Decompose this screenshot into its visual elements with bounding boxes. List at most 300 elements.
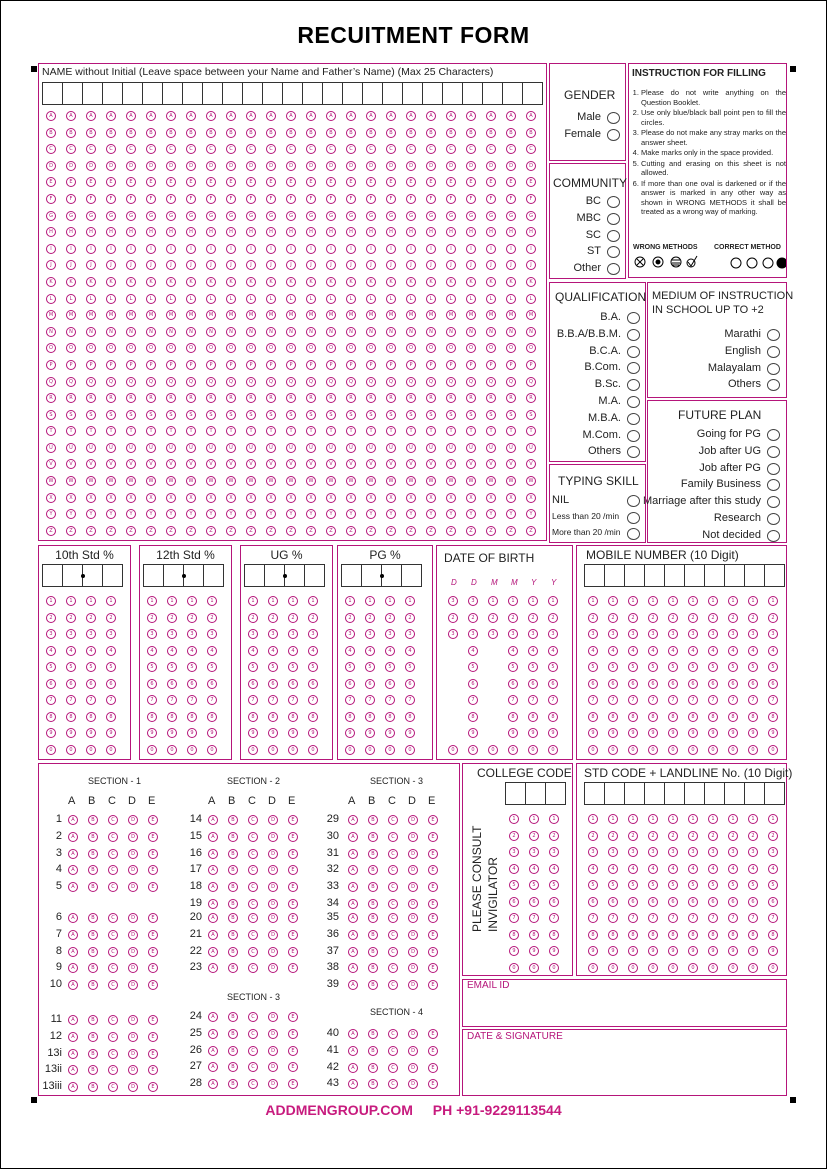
answer-bubble[interactable]: N — [266, 327, 276, 337]
answer-bubble[interactable]: G — [346, 211, 356, 221]
answer-bubble[interactable]: B — [368, 815, 378, 825]
answer-bubble[interactable]: T — [446, 426, 456, 436]
answer-bubble[interactable]: H — [86, 227, 96, 237]
answer-bubble[interactable]: 8 — [548, 712, 558, 722]
answer-bubble[interactable]: 6 — [608, 897, 618, 907]
answer-bubble[interactable]: J — [186, 260, 196, 270]
answer-bubble[interactable]: Z — [266, 526, 276, 536]
answer-bubble[interactable]: B — [368, 849, 378, 859]
answer-bubble[interactable]: T — [426, 426, 436, 436]
answer-bubble[interactable]: U — [406, 443, 416, 453]
answer-bubble[interactable]: H — [386, 227, 396, 237]
answer-bubble[interactable]: S — [366, 410, 376, 420]
answer-bubble[interactable]: W — [206, 476, 216, 486]
answer-bubble[interactable]: R — [86, 393, 96, 403]
answer-bubble[interactable]: C — [388, 899, 398, 909]
answer-bubble[interactable]: J — [406, 260, 416, 270]
answer-bubble[interactable]: 9 — [648, 946, 658, 956]
answer-bubble[interactable]: G — [506, 211, 516, 221]
answer-bubble[interactable]: M — [406, 310, 416, 320]
answer-bubble[interactable]: E — [86, 177, 96, 187]
answer-bubble[interactable]: K — [226, 277, 236, 287]
answer-bubble[interactable]: C — [248, 899, 258, 909]
answer-bubble[interactable]: A — [208, 1079, 218, 1089]
answer-bubble[interactable]: F — [486, 194, 496, 204]
answer-bubble[interactable]: 3 — [187, 629, 197, 639]
answer-bubble[interactable]: D — [386, 161, 396, 171]
answer-bubble[interactable]: 4 — [748, 864, 758, 874]
answer-bubble[interactable]: C — [248, 1046, 258, 1056]
answer-bubble[interactable]: A — [68, 1082, 78, 1092]
answer-bubble[interactable]: V — [486, 459, 496, 469]
answer-bubble[interactable]: 1 — [728, 596, 738, 606]
answer-bubble[interactable]: K — [406, 277, 416, 287]
answer-bubble[interactable]: 9 — [708, 946, 718, 956]
answer-bubble[interactable]: P — [126, 360, 136, 370]
answer-bubble[interactable]: L — [106, 294, 116, 304]
answer-bubble[interactable]: E — [288, 947, 298, 957]
answer-bubble[interactable]: 3 — [528, 629, 538, 639]
answer-bubble[interactable]: P — [246, 360, 256, 370]
answer-bubble[interactable]: 2 — [365, 613, 375, 623]
answer-bubble[interactable]: 5 — [708, 880, 718, 890]
answer-bubble[interactable]: D — [46, 161, 56, 171]
answer-bubble[interactable]: 0 — [106, 745, 116, 755]
answer-bubble[interactable]: A — [126, 111, 136, 121]
answer-bubble[interactable]: 4 — [728, 646, 738, 656]
answer-bubble[interactable]: J — [346, 260, 356, 270]
answer-bubble[interactable]: R — [46, 393, 56, 403]
answer-bubble[interactable]: 6 — [509, 897, 519, 907]
answer-bubble[interactable]: N — [506, 327, 516, 337]
answer-bubble[interactable]: C — [146, 144, 156, 154]
answer-bubble[interactable]: 1 — [768, 596, 778, 606]
answer-bubble[interactable]: 9 — [468, 728, 478, 738]
answer-bubble[interactable]: B — [368, 1079, 378, 1089]
answer-bubble[interactable]: 0 — [648, 963, 658, 973]
answer-bubble[interactable]: 9 — [728, 728, 738, 738]
answer-bubble[interactable]: 4 — [147, 646, 157, 656]
answer-bubble[interactable]: C — [46, 144, 56, 154]
answer-bubble[interactable]: 0 — [207, 745, 217, 755]
answer-bubble[interactable]: 4 — [628, 646, 638, 656]
answer-bubble[interactable]: Y — [126, 509, 136, 519]
answer-bubble[interactable]: 0 — [708, 745, 718, 755]
answer-bubble[interactable]: L — [46, 294, 56, 304]
entry-box[interactable] — [42, 82, 63, 105]
entry-box[interactable] — [624, 782, 645, 805]
answer-bubble[interactable]: C — [108, 930, 118, 940]
answer-bubble[interactable]: D — [128, 1065, 138, 1075]
answer-bubble[interactable]: C — [386, 144, 396, 154]
answer-bubble[interactable]: A — [348, 913, 358, 923]
entry-box[interactable] — [163, 564, 184, 587]
answer-bubble[interactable]: 3 — [167, 629, 177, 639]
answer-bubble[interactable]: C — [248, 913, 258, 923]
answer-bubble[interactable]: 5 — [248, 662, 258, 672]
answer-bubble[interactable]: X — [386, 493, 396, 503]
answer-bubble[interactable]: D — [128, 947, 138, 957]
entry-box[interactable] — [664, 564, 685, 587]
answer-bubble[interactable]: S — [286, 410, 296, 420]
answer-bubble[interactable]: J — [326, 260, 336, 270]
answer-bubble[interactable]: Q — [186, 377, 196, 387]
answer-bubble[interactable]: C — [486, 144, 496, 154]
answer-bubble[interactable]: E — [406, 177, 416, 187]
answer-bubble[interactable]: Y — [66, 509, 76, 519]
answer-bubble[interactable]: Y — [186, 509, 196, 519]
answer-bubble[interactable]: 7 — [728, 695, 738, 705]
answer-bubble[interactable]: X — [506, 493, 516, 503]
answer-bubble[interactable]: 7 — [608, 913, 618, 923]
answer-bubble[interactable]: 6 — [608, 679, 618, 689]
answer-bubble[interactable]: 6 — [147, 679, 157, 689]
answer-bubble[interactable]: X — [286, 493, 296, 503]
answer-bubble[interactable]: L — [226, 294, 236, 304]
answer-bubble[interactable]: K — [506, 277, 516, 287]
answer-bubble[interactable]: E — [288, 930, 298, 940]
answer-bubble[interactable]: E — [428, 849, 438, 859]
answer-bubble[interactable]: Q — [126, 377, 136, 387]
answer-bubble[interactable]: G — [426, 211, 436, 221]
option-bubble[interactable] — [607, 129, 620, 141]
answer-bubble[interactable]: 5 — [648, 880, 658, 890]
answer-bubble[interactable]: M — [286, 310, 296, 320]
answer-bubble[interactable]: C — [206, 144, 216, 154]
answer-bubble[interactable]: 3 — [588, 629, 598, 639]
answer-bubble[interactable]: A — [446, 111, 456, 121]
answer-bubble[interactable]: X — [126, 493, 136, 503]
answer-bubble[interactable]: 4 — [708, 864, 718, 874]
answer-bubble[interactable]: 1 — [187, 596, 197, 606]
entry-box[interactable] — [684, 782, 705, 805]
answer-bubble[interactable]: B — [228, 1029, 238, 1039]
answer-bubble[interactable]: Q — [486, 377, 496, 387]
answer-bubble[interactable]: 9 — [106, 728, 116, 738]
answer-bubble[interactable]: L — [126, 294, 136, 304]
answer-bubble[interactable]: 9 — [509, 946, 519, 956]
answer-bubble[interactable]: 9 — [588, 728, 598, 738]
answer-bubble[interactable]: X — [226, 493, 236, 503]
answer-bubble[interactable]: 0 — [708, 963, 718, 973]
answer-bubble[interactable]: B — [66, 128, 76, 138]
option-bubble[interactable] — [767, 446, 780, 458]
answer-bubble[interactable]: E — [306, 177, 316, 187]
answer-bubble[interactable]: G — [146, 211, 156, 221]
answer-bubble[interactable]: 8 — [248, 712, 258, 722]
answer-bubble[interactable]: 6 — [288, 679, 298, 689]
answer-bubble[interactable]: D — [206, 161, 216, 171]
answer-bubble[interactable]: G — [186, 211, 196, 221]
answer-bubble[interactable]: K — [466, 277, 476, 287]
answer-bubble[interactable]: C — [506, 144, 516, 154]
answer-bubble[interactable]: E — [288, 1062, 298, 1072]
answer-bubble[interactable]: Y — [106, 509, 116, 519]
answer-bubble[interactable]: 0 — [147, 745, 157, 755]
answer-bubble[interactable]: C — [388, 832, 398, 842]
answer-bubble[interactable]: B — [346, 128, 356, 138]
answer-bubble[interactable]: M — [206, 310, 216, 320]
answer-bubble[interactable]: A — [326, 111, 336, 121]
answer-bubble[interactable]: N — [366, 327, 376, 337]
answer-bubble[interactable]: 4 — [268, 646, 278, 656]
answer-bubble[interactable]: B — [88, 832, 98, 842]
answer-bubble[interactable]: 5 — [345, 662, 355, 672]
entry-box[interactable] — [381, 564, 402, 587]
answer-bubble[interactable]: P — [146, 360, 156, 370]
answer-bubble[interactable]: 2 — [728, 613, 738, 623]
answer-bubble[interactable]: 4 — [86, 646, 96, 656]
answer-bubble[interactable]: J — [106, 260, 116, 270]
answer-bubble[interactable]: Q — [66, 377, 76, 387]
answer-bubble[interactable]: G — [106, 211, 116, 221]
answer-bubble[interactable]: P — [226, 360, 236, 370]
answer-bubble[interactable]: U — [426, 443, 436, 453]
answer-bubble[interactable]: E — [428, 1029, 438, 1039]
answer-bubble[interactable]: V — [246, 459, 256, 469]
answer-bubble[interactable]: K — [246, 277, 256, 287]
answer-bubble[interactable]: D — [268, 832, 278, 842]
answer-bubble[interactable]: E — [288, 1012, 298, 1022]
answer-bubble[interactable]: E — [148, 1049, 158, 1059]
answer-bubble[interactable]: Q — [166, 377, 176, 387]
answer-bubble[interactable]: V — [266, 459, 276, 469]
answer-bubble[interactable]: M — [526, 310, 536, 320]
answer-bubble[interactable]: L — [466, 294, 476, 304]
answer-bubble[interactable]: 3 — [588, 847, 598, 857]
answer-bubble[interactable]: Y — [386, 509, 396, 519]
answer-bubble[interactable]: H — [246, 227, 256, 237]
answer-bubble[interactable]: 4 — [66, 646, 76, 656]
answer-bubble[interactable]: 1 — [167, 596, 177, 606]
answer-bubble[interactable]: I — [446, 244, 456, 254]
answer-bubble[interactable]: W — [166, 476, 176, 486]
answer-bubble[interactable]: E — [148, 832, 158, 842]
answer-bubble[interactable]: K — [86, 277, 96, 287]
answer-bubble[interactable]: 0 — [748, 745, 758, 755]
answer-bubble[interactable]: N — [446, 327, 456, 337]
answer-bubble[interactable]: D — [268, 815, 278, 825]
answer-bubble[interactable]: 7 — [708, 913, 718, 923]
answer-bubble[interactable]: F — [106, 194, 116, 204]
answer-bubble[interactable]: 3 — [288, 629, 298, 639]
answer-bubble[interactable]: 7 — [66, 695, 76, 705]
answer-bubble[interactable]: 1 — [588, 814, 598, 824]
answer-bubble[interactable]: Z — [506, 526, 516, 536]
answer-bubble[interactable]: 8 — [66, 712, 76, 722]
answer-bubble[interactable]: 6 — [728, 897, 738, 907]
answer-bubble[interactable]: 4 — [345, 646, 355, 656]
answer-bubble[interactable]: W — [226, 476, 236, 486]
answer-bubble[interactable]: C — [226, 144, 236, 154]
answer-bubble[interactable]: F — [406, 194, 416, 204]
answer-bubble[interactable]: E — [506, 177, 516, 187]
answer-bubble[interactable]: Z — [286, 526, 296, 536]
answer-bubble[interactable]: E — [426, 177, 436, 187]
answer-bubble[interactable]: J — [386, 260, 396, 270]
answer-bubble[interactable]: E — [66, 177, 76, 187]
answer-bubble[interactable]: 8 — [708, 930, 718, 940]
answer-bubble[interactable]: C — [526, 144, 536, 154]
answer-bubble[interactable]: A — [68, 815, 78, 825]
answer-bubble[interactable]: M — [86, 310, 96, 320]
answer-bubble[interactable]: 5 — [668, 880, 678, 890]
answer-bubble[interactable]: C — [388, 1046, 398, 1056]
answer-bubble[interactable]: M — [506, 310, 516, 320]
answer-bubble[interactable]: 4 — [508, 646, 518, 656]
answer-bubble[interactable]: X — [106, 493, 116, 503]
answer-bubble[interactable]: R — [506, 393, 516, 403]
answer-bubble[interactable]: 1 — [748, 596, 758, 606]
answer-bubble[interactable]: Z — [126, 526, 136, 536]
answer-bubble[interactable]: O — [366, 343, 376, 353]
answer-bubble[interactable]: 5 — [768, 662, 778, 672]
answer-bubble[interactable]: F — [366, 194, 376, 204]
answer-bubble[interactable]: U — [66, 443, 76, 453]
answer-bubble[interactable]: P — [346, 360, 356, 370]
answer-bubble[interactable]: D — [466, 161, 476, 171]
answer-bubble[interactable]: I — [466, 244, 476, 254]
answer-bubble[interactable]: 7 — [728, 913, 738, 923]
answer-bubble[interactable]: D — [268, 899, 278, 909]
answer-bubble[interactable]: I — [486, 244, 496, 254]
answer-bubble[interactable]: L — [146, 294, 156, 304]
answer-bubble[interactable]: B — [368, 882, 378, 892]
answer-bubble[interactable]: E — [428, 1079, 438, 1089]
answer-bubble[interactable]: R — [406, 393, 416, 403]
answer-bubble[interactable]: L — [526, 294, 536, 304]
answer-bubble[interactable]: D — [446, 161, 456, 171]
answer-bubble[interactable]: S — [206, 410, 216, 420]
answer-bubble[interactable]: G — [226, 211, 236, 221]
answer-bubble[interactable]: A — [68, 849, 78, 859]
answer-bubble[interactable]: 9 — [207, 728, 217, 738]
answer-bubble[interactable]: 4 — [248, 646, 258, 656]
answer-bubble[interactable]: 3 — [648, 847, 658, 857]
answer-bubble[interactable]: E — [288, 963, 298, 973]
answer-bubble[interactable]: S — [326, 410, 336, 420]
answer-bubble[interactable]: B — [106, 128, 116, 138]
answer-bubble[interactable]: C — [426, 144, 436, 154]
answer-bubble[interactable]: B — [228, 930, 238, 940]
answer-bubble[interactable]: Q — [266, 377, 276, 387]
answer-bubble[interactable]: G — [166, 211, 176, 221]
answer-bubble[interactable]: 2 — [248, 613, 258, 623]
answer-bubble[interactable]: O — [106, 343, 116, 353]
answer-bubble[interactable]: A — [348, 1079, 358, 1089]
answer-bubble[interactable]: K — [386, 277, 396, 287]
answer-bubble[interactable]: 1 — [668, 814, 678, 824]
answer-bubble[interactable]: O — [326, 343, 336, 353]
answer-bubble[interactable]: O — [406, 343, 416, 353]
answer-bubble[interactable]: S — [426, 410, 436, 420]
answer-bubble[interactable]: Q — [306, 377, 316, 387]
answer-bubble[interactable]: 6 — [668, 679, 678, 689]
answer-bubble[interactable]: D — [326, 161, 336, 171]
answer-bubble[interactable]: A — [386, 111, 396, 121]
option-bubble[interactable] — [767, 530, 780, 542]
answer-bubble[interactable]: 7 — [648, 695, 658, 705]
answer-bubble[interactable]: B — [406, 128, 416, 138]
entry-box[interactable] — [422, 82, 443, 105]
answer-bubble[interactable]: 7 — [608, 695, 618, 705]
answer-bubble[interactable]: B — [228, 1062, 238, 1072]
answer-bubble[interactable]: 2 — [588, 613, 598, 623]
answer-bubble[interactable]: 1 — [668, 596, 678, 606]
answer-bubble[interactable]: 5 — [648, 662, 658, 672]
answer-bubble[interactable]: Z — [346, 526, 356, 536]
answer-bubble[interactable]: J — [126, 260, 136, 270]
answer-bubble[interactable]: F — [126, 194, 136, 204]
answer-bubble[interactable]: B — [366, 128, 376, 138]
answer-bubble[interactable]: 4 — [688, 646, 698, 656]
answer-bubble[interactable]: X — [406, 493, 416, 503]
answer-bubble[interactable]: H — [46, 227, 56, 237]
entry-box[interactable] — [304, 564, 325, 587]
answer-bubble[interactable]: 1 — [608, 596, 618, 606]
answer-bubble[interactable]: 8 — [728, 930, 738, 940]
answer-bubble[interactable]: 0 — [167, 745, 177, 755]
answer-bubble[interactable]: T — [526, 426, 536, 436]
answer-bubble[interactable]: C — [248, 1012, 258, 1022]
answer-bubble[interactable]: Y — [166, 509, 176, 519]
answer-bubble[interactable]: T — [146, 426, 156, 436]
answer-bubble[interactable]: 4 — [608, 646, 618, 656]
answer-bubble[interactable]: D — [268, 947, 278, 957]
answer-bubble[interactable]: S — [126, 410, 136, 420]
answer-bubble[interactable]: 6 — [167, 679, 177, 689]
answer-bubble[interactable]: E — [148, 849, 158, 859]
answer-bubble[interactable]: 6 — [628, 679, 638, 689]
answer-bubble[interactable]: 0 — [588, 963, 598, 973]
answer-bubble[interactable]: G — [466, 211, 476, 221]
answer-bubble[interactable]: A — [68, 1032, 78, 1042]
answer-bubble[interactable]: D — [286, 161, 296, 171]
answer-bubble[interactable]: C — [108, 980, 118, 990]
answer-bubble[interactable]: 6 — [207, 679, 217, 689]
answer-bubble[interactable]: 1 — [106, 596, 116, 606]
entry-box[interactable] — [182, 82, 203, 105]
answer-bubble[interactable]: 0 — [728, 745, 738, 755]
answer-bubble[interactable]: B — [226, 128, 236, 138]
answer-bubble[interactable]: 2 — [668, 613, 678, 623]
answer-bubble[interactable]: D — [266, 161, 276, 171]
answer-bubble[interactable]: R — [206, 393, 216, 403]
answer-bubble[interactable]: 7 — [46, 695, 56, 705]
answer-bubble[interactable]: Y — [226, 509, 236, 519]
answer-bubble[interactable]: A — [208, 882, 218, 892]
answer-bubble[interactable]: E — [288, 832, 298, 842]
answer-bubble[interactable]: 1 — [248, 596, 258, 606]
answer-bubble[interactable]: E — [166, 177, 176, 187]
answer-bubble[interactable]: E — [386, 177, 396, 187]
answer-bubble[interactable]: Q — [146, 377, 156, 387]
answer-bubble[interactable]: 5 — [66, 662, 76, 672]
answer-bubble[interactable]: J — [146, 260, 156, 270]
option-bubble[interactable] — [767, 363, 780, 375]
answer-bubble[interactable]: 9 — [728, 946, 738, 956]
answer-bubble[interactable]: T — [226, 426, 236, 436]
answer-bubble[interactable]: 5 — [608, 880, 618, 890]
answer-bubble[interactable]: J — [66, 260, 76, 270]
answer-bubble[interactable]: 4 — [688, 864, 698, 874]
answer-bubble[interactable]: 6 — [748, 679, 758, 689]
answer-bubble[interactable]: 6 — [528, 679, 538, 689]
answer-bubble[interactable]: V — [66, 459, 76, 469]
answer-bubble[interactable]: H — [306, 227, 316, 237]
answer-bubble[interactable]: 3 — [207, 629, 217, 639]
answer-bubble[interactable]: T — [266, 426, 276, 436]
